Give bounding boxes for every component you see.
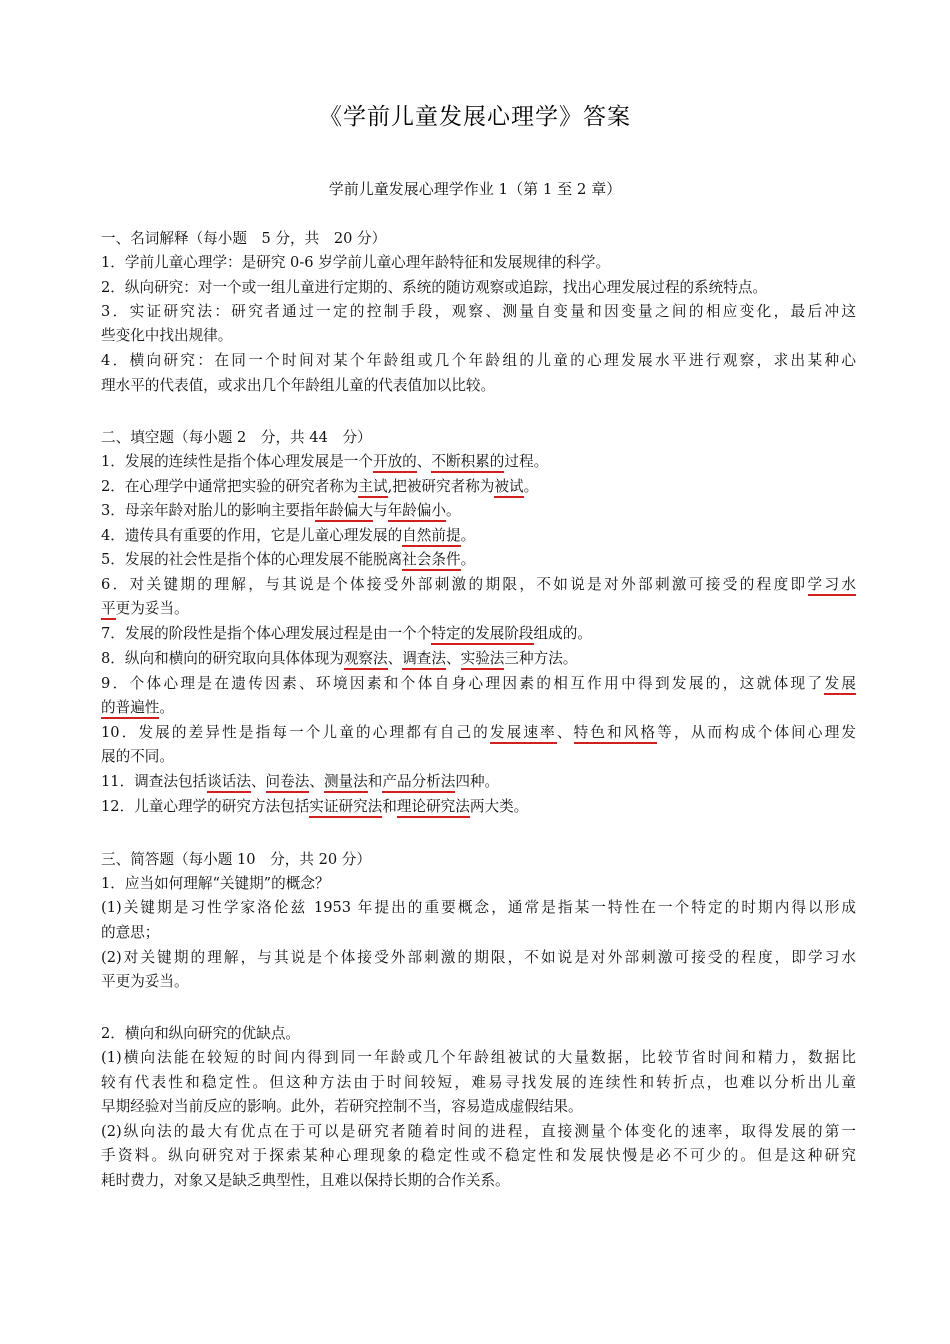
- question-text: 5．发展的社会性是指个体的心理发展不能脱离: [101, 551, 403, 568]
- question-text: 。: [523, 478, 539, 495]
- question-text: 、: [446, 650, 461, 667]
- document-title: 《学前儿童发展心理学》答案: [319, 104, 631, 130]
- answer-blank: 产品分析法: [382, 773, 455, 793]
- question-text: 。: [460, 527, 476, 544]
- question-text: 4．遗传具有重要的作用，它是儿童心理发展的: [101, 527, 403, 544]
- question-text: 7．发展的阶段性是指个体心理发展过程是由一个个: [101, 625, 432, 642]
- question-text: 11．调查法包括: [101, 773, 208, 790]
- question-text: 组成的。: [533, 625, 592, 642]
- fill-question-6-cont: [101, 599, 856, 619]
- question-text: 8．纵向和横向的研究取向具体体现为: [101, 650, 344, 667]
- answer-blank: 测量法: [324, 773, 368, 793]
- fill-question-4: [101, 526, 856, 546]
- section3-line: 平更为妥当。: [101, 973, 189, 990]
- section1-line: 1．学前儿童心理学：是研究 0-6 岁学前儿童心理年龄特征和发展规律的科学。: [101, 254, 611, 271]
- section3-line: 较有代表性和稳定性。但这种方法由于时间较短，难易寻找发展的连续性和转折点，也难以分析出儿童: [101, 1074, 856, 1091]
- question-text: 和: [367, 773, 383, 790]
- section1-heading: 一、名词解释（每小题 5 分，共 20 分）: [101, 230, 387, 247]
- answer-blank: 调查法: [402, 650, 446, 670]
- answer-blank: 被试: [494, 478, 523, 498]
- question-text: 、: [309, 773, 324, 790]
- fill-question-3: [101, 501, 856, 521]
- answer-blank: 不断积累的: [431, 453, 504, 473]
- question-text: 四种。: [455, 773, 500, 790]
- section3-line: 耗时费力，对象又是缺乏典型性，且难以保持长期的合作关系。: [101, 1172, 510, 1189]
- question-text: 。: [446, 502, 461, 519]
- fill-question-2: [101, 477, 856, 497]
- question-text: 、: [556, 724, 574, 741]
- answer-blank: 谈话法: [207, 773, 251, 793]
- fill-question-10: [101, 723, 856, 743]
- section3-line: (2)对关键期的理解，与其说是个体接受外部刺激的期限，不如说是对外部刺激可接受的程度，即学习水: [101, 949, 856, 966]
- section1-line: 4．横向研究：在同一个时间对某个年龄组或几个年龄组的儿童的心理发展水平进行观察，求出某种心: [101, 352, 856, 369]
- answer-blank: 学习水: [808, 576, 857, 596]
- answer-blank: 社会条件: [402, 551, 460, 571]
- section1-line: 3．实证研究法：研究者通过一定的控制手段，观察、测量自变量和因变量之间的相应变化，最后冲这: [101, 303, 856, 320]
- answer-blank: 发展: [824, 675, 856, 695]
- question-text: 和: [382, 798, 397, 815]
- answer-blank: 理论研究法: [397, 798, 470, 818]
- question-text: 与: [373, 502, 388, 519]
- document-subtitle: 学前儿童发展心理学作业 1（第 1 至 2 章）: [328, 180, 622, 198]
- question-text: 12．儿童心理学的研究方法包括: [101, 798, 310, 815]
- answer-blank: 实验法: [461, 650, 505, 670]
- fill-question-11: [101, 772, 856, 792]
- question-text: 1．发展的连续性是指个体心理发展是一个: [101, 453, 373, 470]
- question-text: 过程。: [504, 453, 549, 470]
- question-text: 9．个体心理是在遗传因素、环境因素和个体自身心理因素的相互作用中得到发展的，这就体现了: [101, 675, 825, 692]
- answer-blank: 平: [101, 600, 116, 620]
- section3-line: 2．横向和纵向研究的优缺点。: [101, 1025, 301, 1042]
- question-text: 。: [460, 551, 476, 568]
- fill-question-8: [101, 649, 856, 669]
- fill-question-7: [101, 624, 856, 644]
- question-text: 2．在心理学中通常把实验的研究者称为: [101, 478, 359, 495]
- answer-blank: 开放的: [373, 453, 417, 473]
- answer-blank: 主试: [358, 478, 387, 498]
- answer-blank: 自然前提: [402, 527, 460, 547]
- section3-heading: 三、简答题（每小题 10 分，共 20 分）: [101, 851, 371, 868]
- answer-blank: 发展速率: [490, 724, 557, 744]
- section3-line: 1．应当如何理解“关键期”的概念？: [101, 875, 330, 892]
- question-text: 、: [387, 650, 403, 667]
- question-text: 两大类。: [469, 798, 529, 815]
- answer-blank: 观察法: [344, 650, 388, 670]
- question-text: 等，从而构成个体间心理发: [657, 724, 856, 741]
- answer-blank: 特定的发展阶段: [431, 625, 533, 645]
- fill-question-6: [101, 575, 856, 595]
- answer-blank: 特色和风格: [574, 724, 658, 744]
- fill-question-12: [101, 797, 856, 817]
- fill-question-5: [101, 550, 856, 570]
- fill-question-1: [101, 452, 856, 472]
- section1-line: 些变化中找出规律。: [101, 327, 233, 344]
- answer-blank: 年龄偏大: [315, 502, 373, 522]
- fill-question-9: [101, 674, 856, 694]
- section3-line: (2)纵向法的最大有优点在于可以是研究者随着时间的进程，直接测量个体变化的速率，取得发展的第一: [101, 1123, 856, 1140]
- section2-heading: 二、填空题（每小题 2 分，共 44 分）: [101, 429, 372, 446]
- answer-blank: 年龄偏小: [388, 502, 446, 522]
- answer-blank: 实证研究法: [309, 798, 382, 818]
- question-text: 更为妥当。: [115, 600, 189, 617]
- question-text: ,把被研究者称为: [387, 478, 495, 495]
- section3-line: (1)横向法能在较短的时间内得到同一年龄或几个年龄组被试的大量数据，比较节省时间和精力，数据比: [101, 1049, 856, 1066]
- section1-line: 2．纵向研究：对一个或一组儿童进行定期的、系统的随访观察或追踪，找出心理发展过程的系统特点。: [101, 279, 768, 296]
- fill-question-10-cont: 展的不同。: [101, 748, 174, 765]
- section3-line: (1)关键期是习性学家洛伦兹 1953 年提出的重要概念，通常是指某一特性在一个特定的时期内得以形成: [101, 899, 856, 916]
- question-text: 三种方法。: [504, 650, 578, 667]
- answer-blank: 问卷法: [266, 773, 310, 793]
- section1-line: 理水平的代表值，或求出几个年龄组儿童的代表值加以比较。: [101, 377, 496, 394]
- fill-question-9-cont: [101, 698, 856, 718]
- question-text: 、: [250, 773, 266, 790]
- section3-line: 的意思；: [101, 924, 160, 941]
- answer-blank: 的普遍性: [101, 699, 159, 719]
- section3-line: 早期经验对当前反应的影响。此外，若研究控制不当，容易造成虚假结果。: [101, 1098, 583, 1115]
- question-text: 10．发展的差异性是指每一个儿童的心理都有自己的: [101, 724, 490, 741]
- section3-line: 手资料。纵向研究对于探索某种心理现象的稳定性或不稳定性和发展快慢是必不可少的。但是这种研究: [101, 1147, 856, 1164]
- question-text: 、: [416, 453, 432, 470]
- question-text: 6．对关键期的理解，与其说是个体接受外部刺激的期限，不如说是对外部刺激可接受的程度即: [101, 576, 808, 593]
- question-text: 3．母亲年龄对胎儿的影响主要指: [101, 502, 315, 519]
- question-text: 。: [159, 699, 174, 716]
